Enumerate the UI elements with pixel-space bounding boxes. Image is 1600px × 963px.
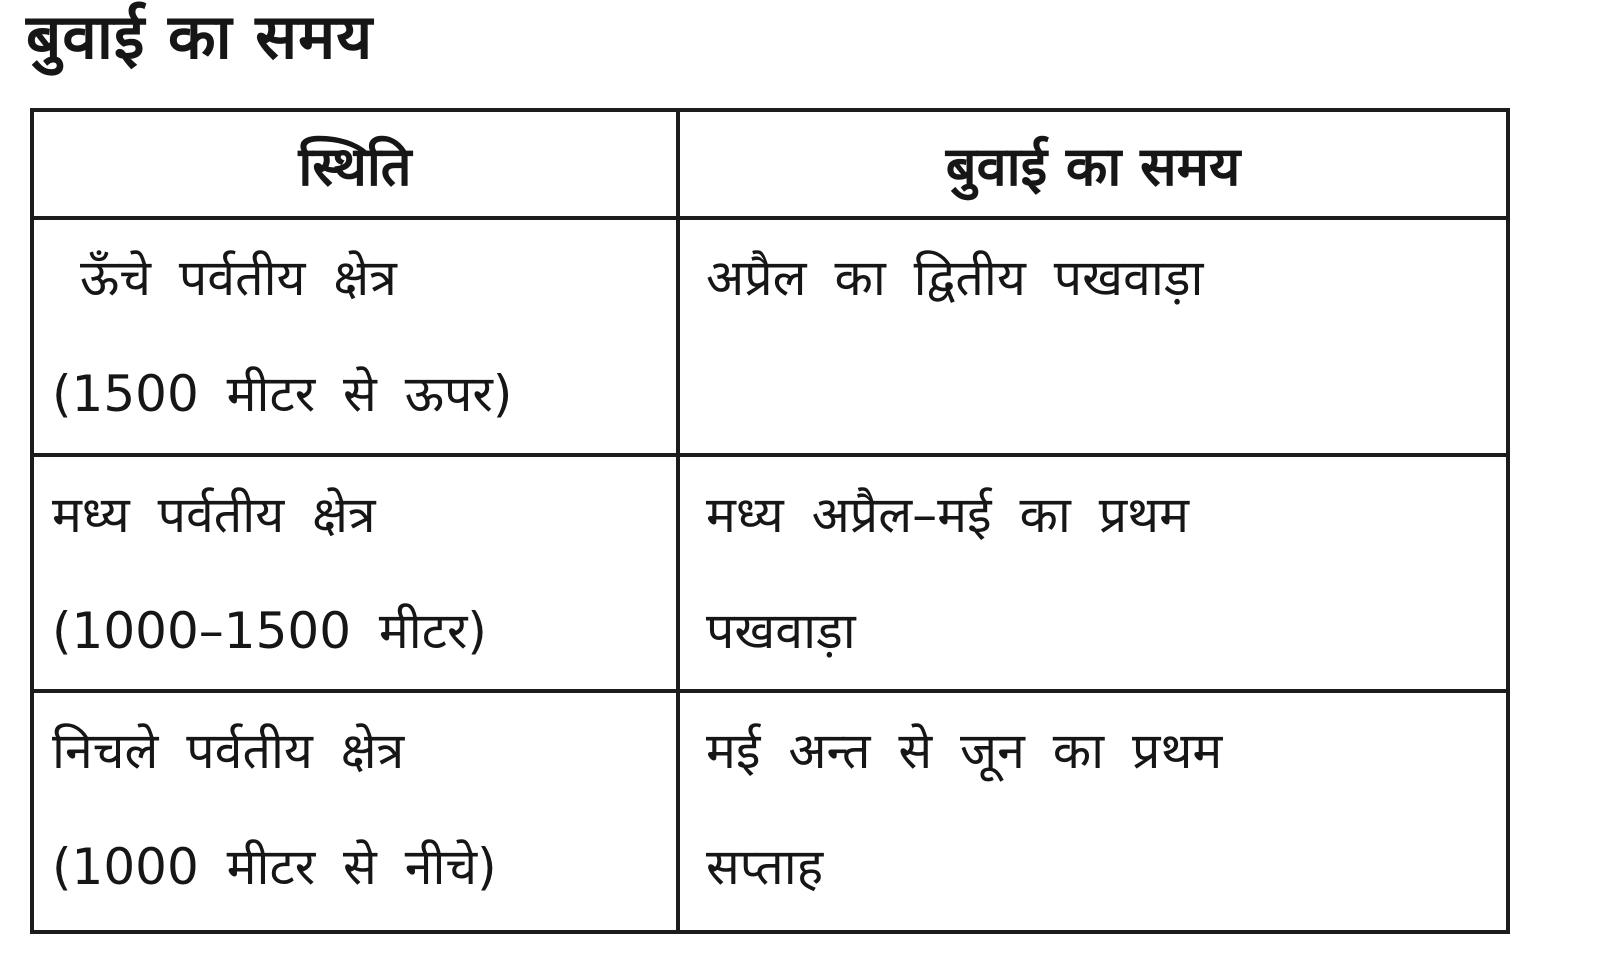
sowing-time-text: मई अन्त से जून का प्रथम bbox=[706, 722, 1223, 781]
header-sowing-time: बुवाई का समय bbox=[678, 110, 1508, 218]
table-row-high-mountain bbox=[32, 218, 1508, 455]
location-cell bbox=[32, 691, 678, 932]
page-title: बुवाई का समय bbox=[26, 0, 374, 73]
sowing-time-cell bbox=[678, 691, 1508, 932]
table-row-low-mountain bbox=[32, 691, 1508, 932]
location-cell bbox=[32, 218, 678, 455]
header-location: स्थिति bbox=[32, 110, 678, 218]
location-altitude: (1000–1500 मीटर) bbox=[52, 601, 487, 660]
location-altitude: (1000 मीटर से नीचे) bbox=[52, 838, 497, 897]
location-cell bbox=[32, 455, 678, 692]
table-header-row bbox=[32, 110, 1508, 218]
sowing-time-cell bbox=[678, 455, 1508, 692]
sowing-time-text: मध्य अप्रैल–मई का प्रथम bbox=[706, 485, 1190, 544]
location-name: ऊँचे पर्वतीय क्षेत्र bbox=[80, 249, 397, 307]
sowing-time-cell bbox=[678, 218, 1508, 455]
location-altitude: (1500 मीटर से ऊपर) bbox=[52, 365, 513, 423]
location-name: निचले पर्वतीय क्षेत्र bbox=[52, 722, 405, 781]
sowing-time-table bbox=[30, 108, 1510, 934]
sowing-time-text-continued: पखवाड़ा bbox=[706, 601, 856, 660]
sowing-time-text-continued: सप्ताह bbox=[706, 838, 824, 897]
sowing-time-text: अप्रैल का द्वितीय पखवाड़ा bbox=[706, 249, 1204, 307]
table-row-mid-mountain bbox=[32, 455, 1508, 692]
location-name: मध्य पर्वतीय क्षेत्र bbox=[52, 485, 376, 544]
